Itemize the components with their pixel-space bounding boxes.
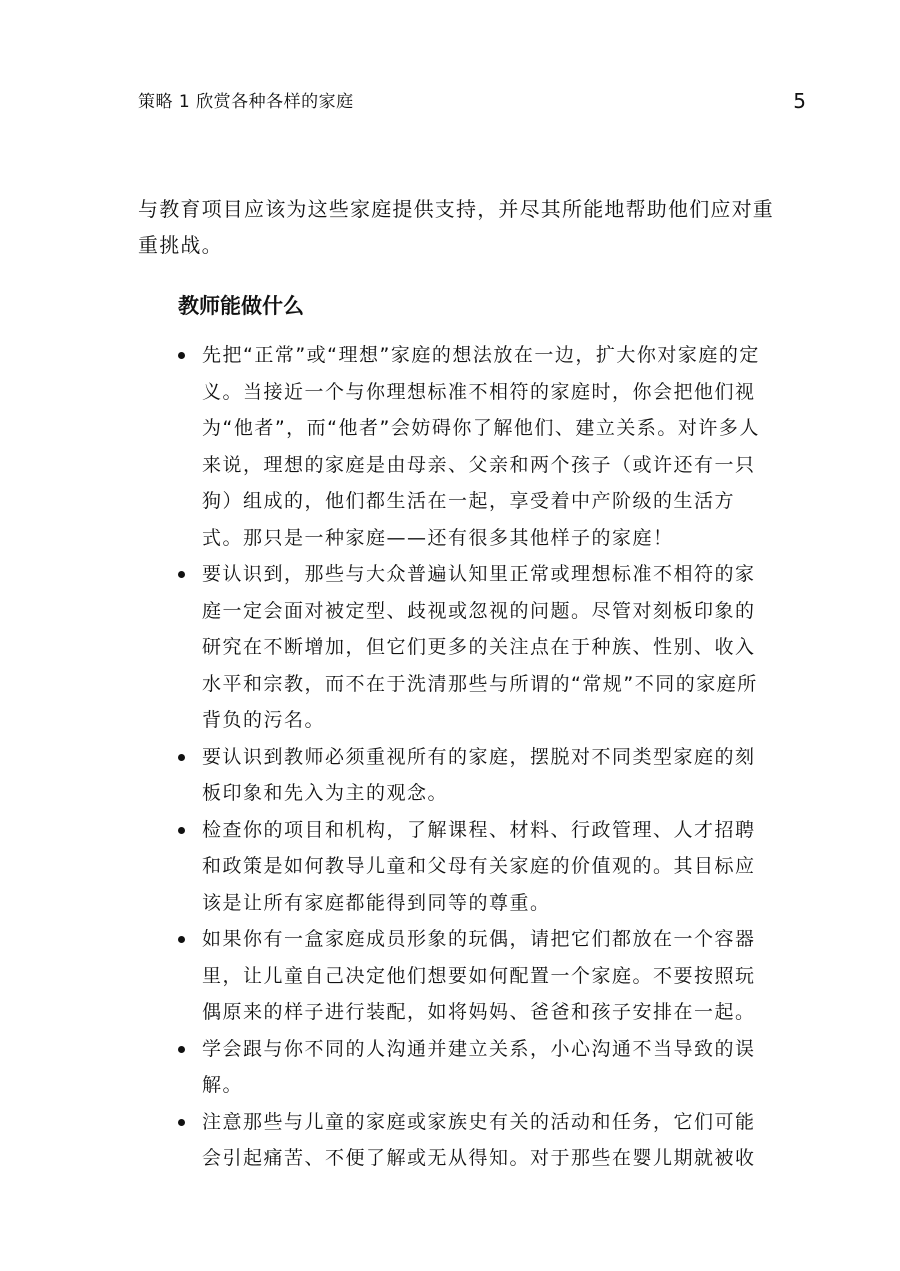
list-item: [178, 1031, 774, 1104]
list-item-text: 检查你的项目和机构，了解课程、材料、行政管理、人才招聘和政策是如何教导儿童和父母有关家庭的价值观的。其目标应该是让所有家庭都能得到同等的尊重。: [202, 818, 756, 914]
tips-list: [178, 337, 774, 1177]
bullet-icon: [178, 352, 185, 359]
bullet-icon: [178, 1046, 185, 1053]
list-item-text: 先把“正常”或“理想”家庭的想法放在一边，扩大你对家庭的定义。当接近一个与你理想标准不相符的家庭时，你会把他们视为“他者”，而“他者”会妨碍你了解他们、建立关系。对许多人来说，理想的家庭是由母亲、父亲和两个孩子（或许还有一只狗）组成的，他们都生活在一起，享受着中产阶级的生活方式。那只是一种家庭——还有很多其他样子的家庭！: [202, 344, 760, 549]
list-item-text: 如果你有一盒家庭成员形象的玩偶，请把它们都放在一个容器里，让儿童自己决定他们想要如何配置一个家庭。不要按照玩偶原来的样子进行装配，如将妈妈、爸爸和孩子安排在一起。: [202, 928, 756, 1023]
list-item-text: 注意那些与儿童的家庭或家族史有关的活动和任务，它们可能会引起痛苦、不便了解或无从得知。对于那些在婴儿期就被收: [202, 1110, 756, 1169]
list-item-text: 学会跟与你不同的人沟通并建立关系，小心沟通不当导致的误解。: [202, 1037, 756, 1096]
running-header: 策略 1 欣赏各种各样的家庭: [138, 92, 354, 112]
bullet-icon: [178, 571, 185, 578]
section-heading: 教师能做什么: [178, 294, 304, 318]
list-item-text: 要认识到教师必须重视所有的家庭，摆脱对不同类型家庭的刻板印象和先入为主的观念。: [202, 745, 756, 804]
list-item: [178, 739, 774, 812]
bullet-icon: [178, 1119, 185, 1126]
list-item: [178, 921, 774, 1031]
list-item: [178, 556, 774, 739]
list-item: [178, 337, 774, 556]
list-item: [178, 812, 774, 922]
list-item-text: 要认识到，那些与大众普遍认知里正常或理想标准不相符的家庭一定会面对被定型、歧视或忽视的问题。尽管对刻板印象的研究在不断增加，但它们更多的关注点在于种族、性别、收入水平和宗教，而不在于洗清那些与所谓的“常规”不同的家庭所背负的污名。: [202, 563, 758, 731]
bullet-icon: [178, 936, 185, 943]
bullet-icon: [178, 827, 185, 834]
page-number: 5: [793, 89, 806, 113]
intro-paragraph: 与教育项目应该为这些家庭提供支持，并尽其所能地帮助他们应对重重挑战。: [138, 197, 774, 257]
list-item: [178, 1104, 774, 1177]
bullet-icon: [178, 754, 185, 761]
